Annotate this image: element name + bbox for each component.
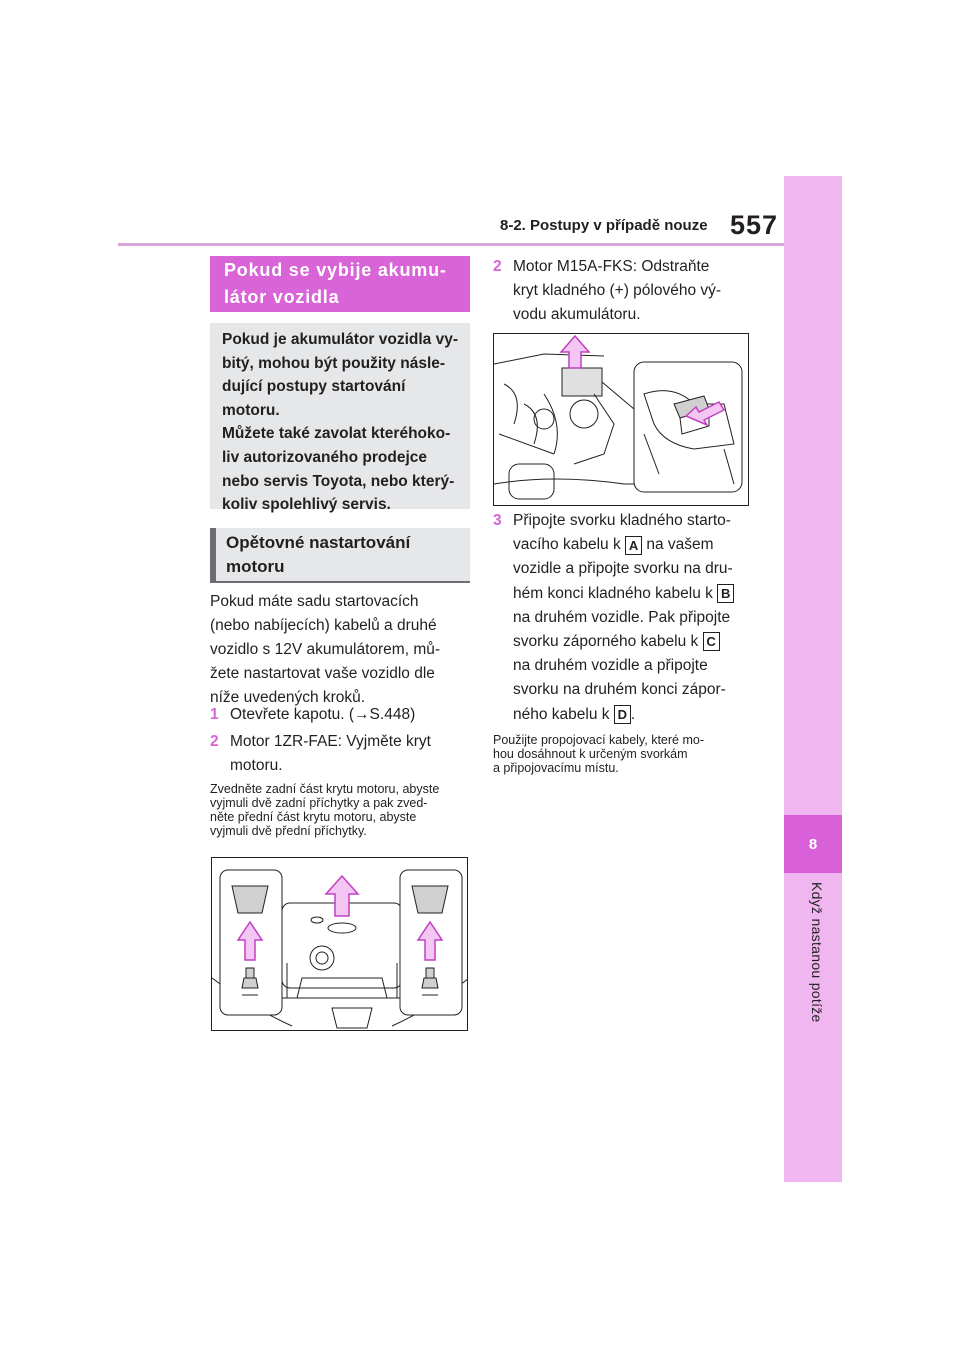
step-text: vozidle a připojte svorku na dru- <box>513 560 733 578</box>
body-line: Pokud máte sadu startovacích <box>210 593 419 610</box>
step-text: Motor 1ZR-FAE: Vyjměte kryt <box>230 733 431 750</box>
note-line: vyjmuli dvě přední příchytky. <box>210 824 367 838</box>
step-number: 3 <box>493 512 502 529</box>
step-text: kryt kladného (+) pólového vý- <box>513 282 722 299</box>
note-line: a připojovacímu místu. <box>493 761 619 775</box>
body-line: žete nastartovat vaše vozidlo dle <box>210 665 435 682</box>
chapter-title-vertical: Když nastanou potíže <box>809 882 825 1023</box>
callout-a: A <box>625 536 642 555</box>
step-number: 2 <box>493 258 502 275</box>
step-text: na druhém vozidle. Pak připojte <box>513 608 731 626</box>
subsection-heading: Opětovné nastartování motoru <box>210 528 470 583</box>
step-number: 1 <box>210 706 219 723</box>
callout-b: B <box>717 584 734 603</box>
step-2-right <box>493 255 755 327</box>
step-text: svorku záporného kabelu k <box>513 633 699 651</box>
body-paragraph <box>210 590 472 710</box>
engine-cover-illustration <box>212 858 468 1031</box>
intro-line: nebo servis Toyota, nebo který- <box>222 472 455 490</box>
note-line: Zvedněte zadní část krytu motoru, abyste <box>210 782 440 796</box>
chapter-number-tab[interactable]: 8 <box>784 815 842 873</box>
intro-line: liv autorizovaného prodejce <box>222 448 427 466</box>
note-line: vyjmuli dvě zadní příchytky a pak zved- <box>210 796 428 810</box>
step-text: ného kabelu k <box>513 705 610 723</box>
page-number: 557 <box>730 210 779 240</box>
intro-line: Pokud je akumulátor vozidla vy- <box>222 331 459 348</box>
step-text: Připojte svorku kladného starto- <box>513 512 731 529</box>
intro-box <box>210 323 470 514</box>
intro-line: motoru. <box>222 401 280 419</box>
intro-line: Můžete také zavolat kteréhoko- <box>222 425 451 443</box>
header-divider <box>118 243 784 246</box>
step-text: . <box>630 705 636 723</box>
body-line: (nebo nabíjecích) kabelů a druhé <box>210 617 437 634</box>
note-line: Použijte propojovací kabely, které mo- <box>493 733 704 747</box>
note-paragraph <box>210 782 472 838</box>
step-text: svorku na druhém konci zápor- <box>513 681 726 699</box>
section-heading: Pokud se vybije akumu-látor vozidla <box>210 256 470 312</box>
note-line: něte přední část krytu motoru, abyste <box>210 810 417 824</box>
body-line: níže uvedených kroků. <box>210 689 366 706</box>
step-text: vacího kabelu k <box>513 536 621 554</box>
engine-cover-figure <box>211 857 468 1031</box>
body-line: vozidlo s 12V akumulátorem, mů- <box>210 641 441 658</box>
battery-terminal-illustration <box>494 334 749 506</box>
step-text: Otevřete kapotu. (→S.448) <box>230 706 416 723</box>
callout-d: D <box>614 705 631 724</box>
step-text: hém konci kladného kabelu k <box>513 584 713 602</box>
step-text: Motor M15A-FKS: Odstraňte <box>513 258 710 275</box>
callout-c: C <box>703 632 720 651</box>
section-title: 8-2. Postupy v případě nouze <box>500 217 708 234</box>
note-line: hou dosáhnout k určeným svorkám <box>493 747 688 761</box>
intro-line: koliv spolehlivý servis. <box>222 496 391 514</box>
step-text: na vašem <box>646 536 714 554</box>
step-text: motoru. <box>230 757 283 774</box>
intro-line: bitý, mohou být použity násle- <box>222 354 446 372</box>
intro-line: dující postupy startování <box>222 378 406 396</box>
step-1 <box>210 703 472 727</box>
step-number: 2 <box>210 733 219 750</box>
step-2-left <box>210 730 472 778</box>
step-text: vodu akumulátoru. <box>513 306 641 323</box>
battery-terminal-figure <box>493 333 749 506</box>
step-3 <box>493 509 755 727</box>
right-note-paragraph <box>493 733 755 775</box>
step-text: na druhém vozidle a připojte <box>513 657 708 675</box>
